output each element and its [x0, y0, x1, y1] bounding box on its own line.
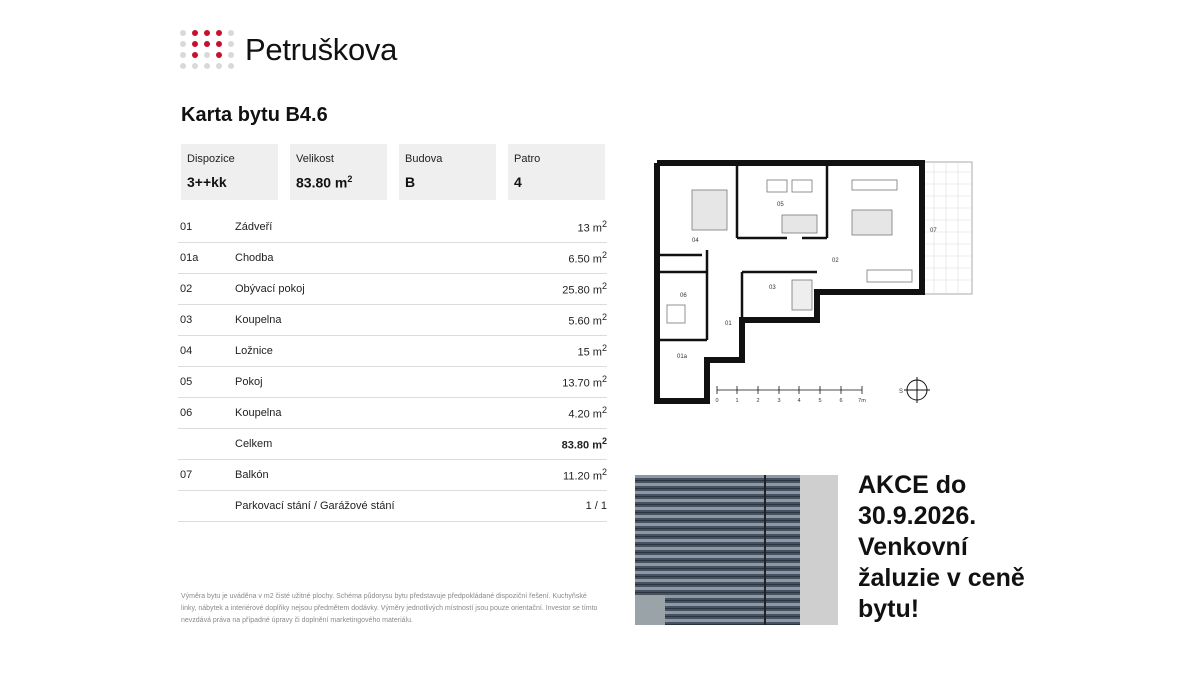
- table-row: 01 Zádveří 13 $m^2$: [178, 212, 607, 243]
- table-row: 04 Ložnice 15 $m^2$: [178, 336, 607, 367]
- room-label-01: 01: [725, 321, 732, 327]
- total-row: Celkem 83.80 $m^2$: [178, 429, 607, 460]
- svg-text:S: S: [899, 389, 904, 395]
- card-label: Patro: [514, 153, 541, 165]
- table-row: 01a Chodba 6.50 $m^2$: [178, 243, 607, 274]
- room-label-01a: 01a: [677, 354, 688, 360]
- scale-label: 7m: [858, 398, 866, 404]
- summary-card-size: [290, 144, 387, 200]
- card-value: 83.80 $m^2$: [296, 174, 353, 191]
- room-label-04: 04: [692, 238, 699, 244]
- summary-card-layout: [181, 144, 278, 200]
- parking-row: Parkovací stání / Garážové stání 1 / 1: [178, 491, 607, 522]
- scale-label: 1: [735, 398, 739, 404]
- card-value: 3++kk: [187, 174, 227, 190]
- table-row: 05 Pokoj 13.70 $m^2$: [178, 367, 607, 398]
- card-value: 4: [514, 174, 522, 190]
- room-label-03: 03: [769, 285, 776, 291]
- card-value: B: [405, 174, 416, 190]
- inner-walls: [657, 163, 827, 340]
- scale-bar: [717, 386, 862, 394]
- scale-label: 2: [756, 398, 760, 404]
- floor-plan: [652, 160, 977, 410]
- scale-label: 5: [818, 398, 822, 404]
- table-row: 03 Koupelna 5.60 $m^2$: [178, 305, 607, 336]
- room-label-05: 05: [777, 202, 784, 208]
- room-label-07: 07: [930, 228, 937, 234]
- room-label-02: 02: [832, 258, 839, 264]
- promo-text: AKCE do 30.9.2026. Venkovní žaluzie v ceně bytu!: [858, 471, 1025, 623]
- balcony-row: 07 Balkón 11.20 $m^2$: [178, 460, 607, 491]
- card-label: Dispozice: [187, 153, 235, 165]
- card-label: Budova: [405, 153, 443, 165]
- summary-card-building: [399, 144, 496, 200]
- table-row: 02 Obývací pokoj 25.80 $m^2$: [178, 274, 607, 305]
- scale-labels: [715, 398, 866, 404]
- disclaimer-text: Výměra bytu je uváděna v m2 čisté užitné plochy. Schéma půdorysu bytu představuje předpokládané dispoziční řešení. Kuchyňské linky, nábytek a interiérové doplňky nejsou předmětem dodávky. Výměry jednotlivých místností jsou pouze orientační. Investor se tímto nevzdává práva na případné úpravy či doplnění marketingového materiálu.: [181, 593, 598, 624]
- logo-dots-icon: [180, 30, 235, 69]
- scale-label: 4: [797, 398, 801, 404]
- scale-label: 0: [715, 398, 719, 404]
- logo: [180, 30, 397, 69]
- furniture: [667, 180, 912, 323]
- compass-icon: [899, 377, 930, 403]
- card-label: Velikost: [296, 153, 334, 165]
- summary-card-floor: [508, 144, 605, 200]
- room-label-06: 06: [680, 293, 687, 299]
- scale-label: 6: [839, 398, 843, 404]
- page-title: Karta bytu B4.6: [181, 104, 328, 126]
- summary-cards: [181, 144, 605, 200]
- scale-label: 3: [777, 398, 781, 404]
- table-row: 06 Koupelna 4.20 $m^2$: [178, 398, 607, 429]
- rooms-table: [178, 212, 607, 522]
- brand-name: Petruškova: [245, 31, 398, 67]
- blinds-photo: [635, 475, 838, 625]
